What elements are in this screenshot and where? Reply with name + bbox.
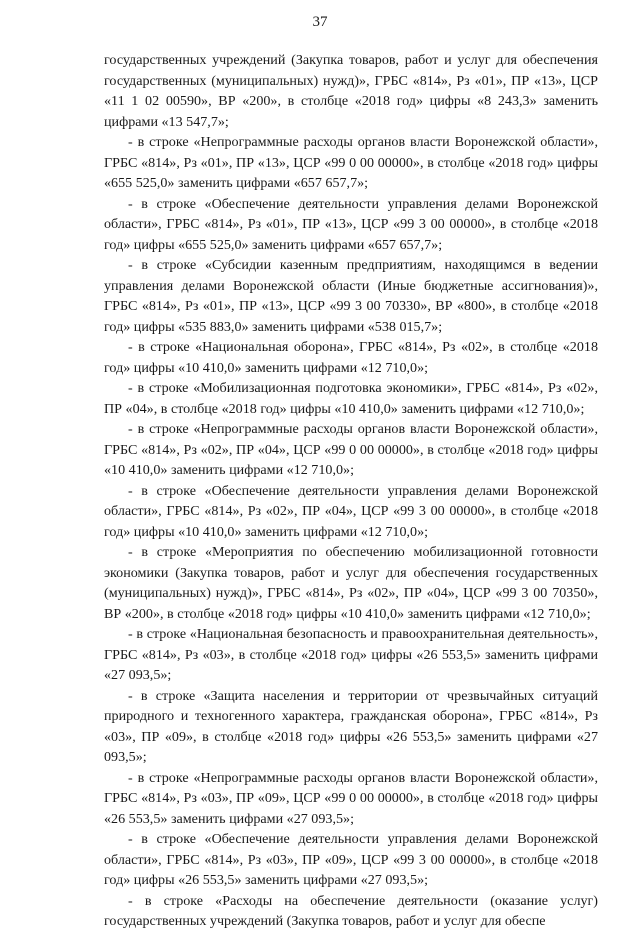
paragraph: - в строке «Обеспечение деятельности управления делами Воронежской области», ГРБС «814», Рз «01», ПР «13», ЦСР «99 3 00 00000», в столбце «2018 год» цифры «655 525,0» заменить цифрами «657 657,7»;	[104, 195, 598, 253]
paragraph: - в строке «Обеспечение деятельности управления делами Воронежской области», ГРБС «814», Рз «03», ПР «09», ЦСР «99 3 00 00000», в столбце «2018 год» цифры «26 553,5» заменить цифрами «27 093,5»;	[104, 831, 598, 888]
paragraph: - в строке «Непрограммные расходы органов власти Воронежской области», ГРБС «814», Рз «01», ПР «13», ЦСР «99 0 00 00000», в столбце «2018 год» цифры «655 525,0» заменить цифрами «657 657,7»;	[104, 134, 598, 191]
paragraph: - в строке «Расходы на обеспечение деятельности (оказание услуг) государственных учреждений (Закупка товаров, работ и услуг для обеспе	[104, 892, 598, 929]
document-body	[104, 50, 598, 932]
paragraph: государственных учреждений (Закупка товаров, работ и услуг для обеспечения государственных (муниципальных) нужд)», ГРБС «814», Рз «01», ПР «13», ЦСР «11 1 02 00590», ВР «200», в столбце «2018 год» цифры «8 243,3» заменить цифрами «13 547,7»;	[104, 52, 598, 130]
paragraph: - в строке «Непрограммные расходы органов власти Воронежской области», ГРБС «814», Рз «03», ПР «09», ЦСР «99 0 00 00000», в столбце «2018 год» цифры «26 553,5» заменить цифрами «27 093,5»;	[104, 769, 598, 827]
paragraph: - в строке «Национальная безопасность и правоохранительная деятельность», ГРБС «814», Рз «03», в столбце «2018 год» цифры «26 553,5» заменить цифрами «27 093,5»;	[104, 626, 598, 683]
page-number: 37	[312, 14, 328, 30]
paragraph: - в строке «Мобилизационная подготовка экономики», ГРБС «814», Рз «02», ПР «04», в столбце «2018 год» цифры «10 410,0» заменить цифрами «12 710,0»;	[104, 380, 598, 417]
paragraph: - в строке «Непрограммные расходы органов власти Воронежской области», ГРБС «814», Рз «02», ПР «04», ЦСР «99 0 00 00000», в столбце «2018 год» цифры «10 410,0» заменить цифрами «12 710,0»;	[104, 421, 598, 478]
paragraph: - в строке «Национальная оборона», ГРБС «814», Рз «02», в столбце «2018 год» цифры «10 410,0» заменить цифрами «12 710,0»;	[104, 339, 598, 376]
paragraph: - в строке «Мероприятия по обеспечению мобилизационной готовности экономики (Закупка товаров, работ и услуг для обеспечения государственных (муниципальных) нужд)», ГРБС «814», Рз «02», ПР «04», ЦСР «99 3 00 70350», ВР «200», в столбце «2018 год» цифры «10 410,0» заменить цифрами «12 710,0»;	[104, 544, 598, 622]
paragraph: - в строке «Защита населения и территории от чрезвычайных ситуаций природного и техногенного характера, гражданская оборона», ГРБС «814», Рз «03», ПР «09», в столбце «2018 год» цифры «26 553,5» заменить цифрами «27 093,5»;	[104, 687, 598, 765]
paragraph: - в строке «Субсидии казенным предприятиям, находящимся в ведении управления делами Воронежской области (Иные бюджетные ассигнования)», ГРБС «814», Рз «01», ПР «13», ЦСР «99 3 00 70330», ВР «800», в столбце «2018 год» цифры «535 883,0» заменить цифрами «538 015,7»;	[104, 257, 598, 335]
paragraph: - в строке «Обеспечение деятельности управления делами Воронежской области», ГРБС «814», Рз «02», ПР «04», ЦСР «99 3 00 00000», в столбце «2018 год» цифры «10 410,0» заменить цифрами «12 710,0»;	[104, 482, 598, 540]
